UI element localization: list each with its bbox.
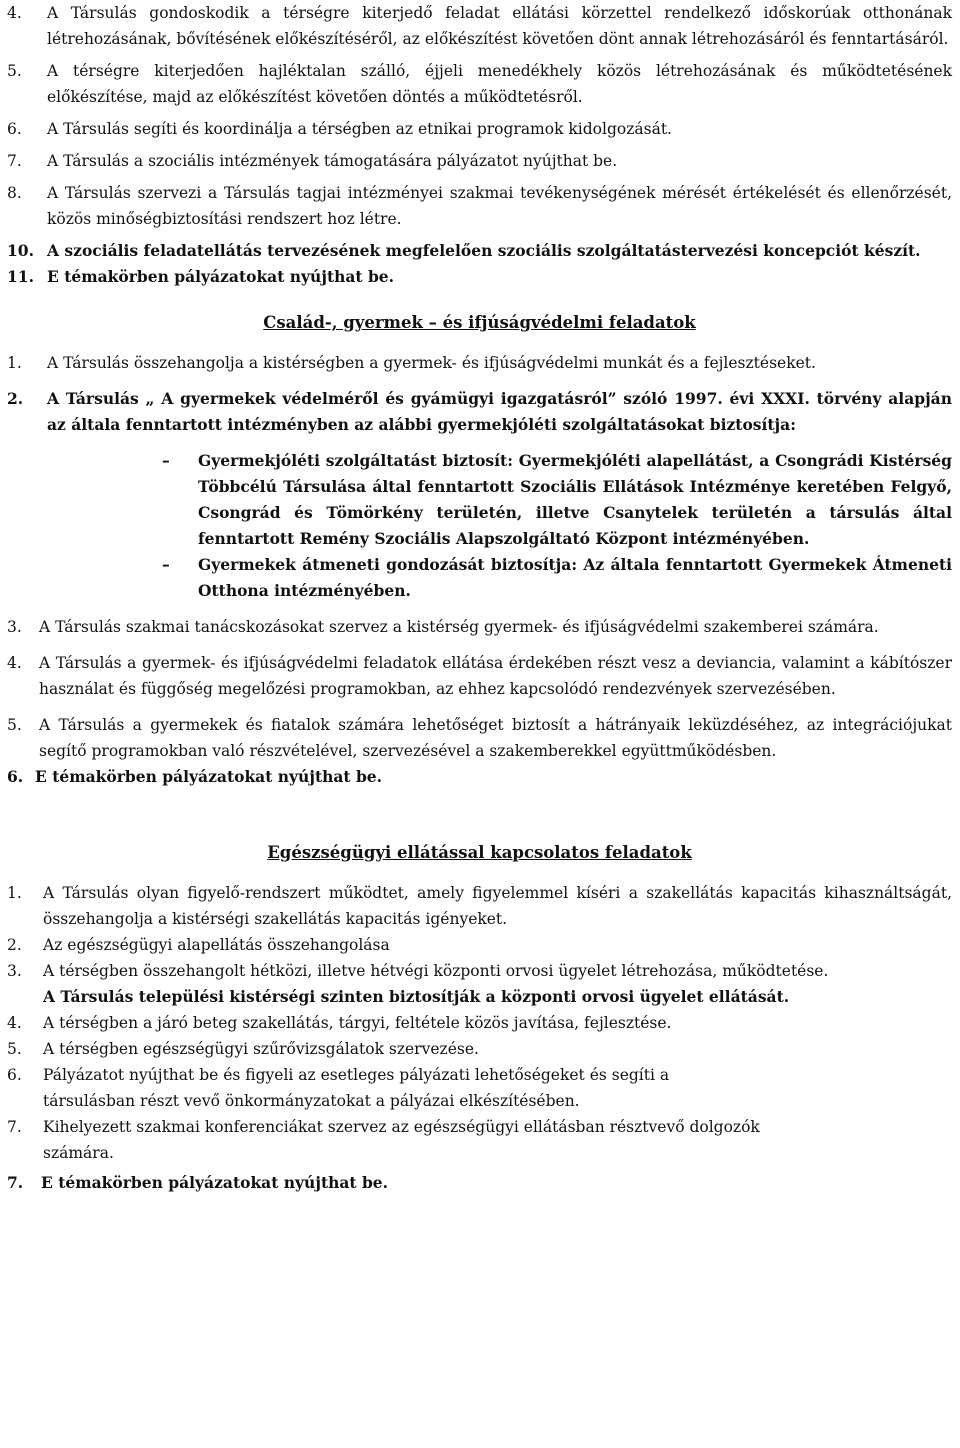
item-text: E témakörben pályázatokat nyújthat be. [41, 1173, 389, 1192]
list-item [7, 1170, 952, 1196]
list-item [7, 712, 952, 764]
item-number: 3. [7, 618, 22, 636]
list-item [7, 1062, 952, 1114]
item-text: A szociális feladatellátás tervezésének megfelelően szociális szolgáltatástervezési koncepciót készít. [47, 241, 921, 260]
list-item [7, 614, 952, 640]
item-number: 2. [7, 389, 24, 408]
item-text: E témakörben pályázatokat nyújthat be. [47, 267, 395, 286]
dash-bullet: – [162, 555, 170, 574]
item-text: A Társulás települési kistérségi szinten biztosítják a központi orvosi ügyelet ellátását. [43, 987, 790, 1006]
item-number: 1. [7, 354, 22, 372]
item-number: 7. [7, 1118, 22, 1136]
item-text: A Társulás a gyermek- és ifjúságvédelmi feladatok ellátása érdekében részt vesz a deviancia, valamint a kábítószer használat és függőség megelőzési programokban, az ehhez kapcsolódó rendezvények szervezésében. [39, 654, 952, 698]
dash-bullet: – [162, 451, 170, 470]
dash-item-text: Gyermekjóléti szolgáltatást biztosít: Gyermekjóléti alapellátást, a Csongrádi Kistérség Többcélú Társulása által fenntartott Szociális Ellátások Intézménye keretében Felgyő, Csongrád és Tömörkény területén, illetve Csanytelek területén a társulás által fenntartott Remény Szociális Alapszolgáltató Központ intézményében. [198, 451, 952, 548]
item-text: A Társulás szakmai tanácskozásokat szervez a kistérség gyermek- és ifjúságvédelmi szakemberei számára. [39, 618, 879, 636]
item-number: 11. [7, 267, 34, 286]
section-heading-health: Egészségügyi ellátással kapcsolatos feladatok [267, 843, 692, 862]
list-item [7, 1036, 952, 1062]
dash-list-item [162, 448, 952, 552]
dash-list-item [162, 552, 952, 604]
item-text: A Társulás a gyermekek és fiatalok számára lehetőséget biztosít a hátrányaik leküzdéséhez, az integrációjukat segítő programokban való részvételével, szervezésével a szakemberekkel együttműködésben. [39, 716, 952, 760]
item-text: A Társulás olyan figyelő-rendszert működtet, amely figyelemmel kíséri a szakellátás kapacitás kihasználtságát, összehangolja a kistérségi szakellátás kapacitás igényeket. [43, 884, 952, 928]
list-item [7, 264, 952, 290]
item-text: A Társulás segíti és koordinálja a térségben az etnikai programok kidolgozását. [47, 120, 672, 138]
item-number: 6. [7, 767, 24, 786]
item-number: 4. [7, 654, 22, 672]
item-text: A Társulás összehangolja a kistérségben a gyermek- és ifjúságvédelmi munkát és a fejlesztéseket. [47, 354, 816, 372]
dash-item-text: Gyermekek átmeneti gondozását biztosítja: Az általa fenntartott Gyermekek Átmeneti Otthona intézményében. [198, 555, 952, 600]
item-number: 4. [7, 4, 22, 22]
item-text: A térségben a járó beteg szakellátás, tárgyi, feltétele közös javítása, fejlesztése. [43, 1014, 672, 1032]
item-number: 5. [7, 1040, 22, 1058]
list-item [7, 880, 952, 932]
item-number: 6. [7, 1066, 22, 1084]
item-text: A Társulás a szociális intézmények támogatására pályázatot nyújthat be. [47, 152, 618, 170]
item-number: 2. [7, 936, 22, 954]
item-number: 7. [7, 152, 22, 170]
item-number: 6. [7, 120, 22, 138]
list-item [7, 350, 952, 376]
item-text: A térségben egészségügyi szűrővizsgálatok szervezése. [43, 1040, 479, 1058]
item-number: 1. [7, 884, 22, 902]
list-item [7, 180, 952, 232]
item-number [7, 984, 43, 1010]
list-item [7, 958, 952, 984]
item-text: E témakörben pályázatokat nyújthat be. [35, 767, 383, 786]
item-text: A Társulás szervezi a Társulás tagjai intézményei szakmai tevékenységének mérését értékelését és ellenőrzését, közös minőségbiztosítási rendszert hoz létre. [47, 184, 952, 228]
list-item [7, 1010, 952, 1036]
item-number: 8. [7, 184, 22, 202]
list-item [7, 0, 952, 52]
item-number: 3. [7, 962, 22, 980]
list-item [7, 116, 952, 142]
list-item [7, 58, 952, 110]
item-text: Az egészségügyi alapellátás összehangolása [43, 936, 390, 954]
item-text: A Társulás „ A gyermekek védelméről és gyámügyi igazgatásról” szóló 1997. évi XXXI. törvény alapján az általa fenntartott intézményben az alábbi gyermekjóléti szolgáltatásokat biztosítja: [47, 389, 952, 434]
item-number: 5. [7, 62, 22, 80]
item-text: A térségre kiterjedően hajléktalan szálló, éjjeli menedékhely közös létrehozásának és működtetésének előkészítése, majd az előkészítést követően döntés a működtetésről. [47, 62, 952, 106]
list-item [7, 650, 952, 702]
list-item [7, 932, 952, 958]
item-number: 4. [7, 1014, 22, 1032]
item-text: Pályázatot nyújthat be és figyeli az esetleges pályázati lehetőségeket és segíti a társulásban részt vevő önkormányzatokat a pályázai elkészítésében. [43, 1066, 670, 1110]
item-number: 10. [7, 241, 34, 260]
list-item [7, 1114, 952, 1166]
item-text: Kihelyezett szakmai konferenciákat szervez az egészségügyi ellátásban résztvevő dolgozók számára. [43, 1118, 760, 1162]
item-text: A Társulás gondoskodik a térségre kiterjedő feladat ellátási körzettel rendelkező időskorúak otthonának létrehozásának, bővítésének előkészítéséről, az előkészítést követően dönt annak létrehozásáról és fenntartásáról. [47, 4, 952, 48]
list-item [7, 238, 952, 264]
list-item [7, 148, 952, 174]
item-text: A térségben összehangolt hétközi, illetve hétvégi központi orvosi ügyelet létrehozása, működtetése. [43, 962, 829, 980]
item-number: 5. [7, 716, 22, 734]
item-number: 7. [7, 1173, 24, 1192]
list-item [7, 984, 952, 1010]
list-item [7, 386, 952, 438]
section-heading-family: Család-, gyermek – és ifjúságvédelmi feladatok [263, 313, 696, 332]
list-item [7, 764, 952, 790]
